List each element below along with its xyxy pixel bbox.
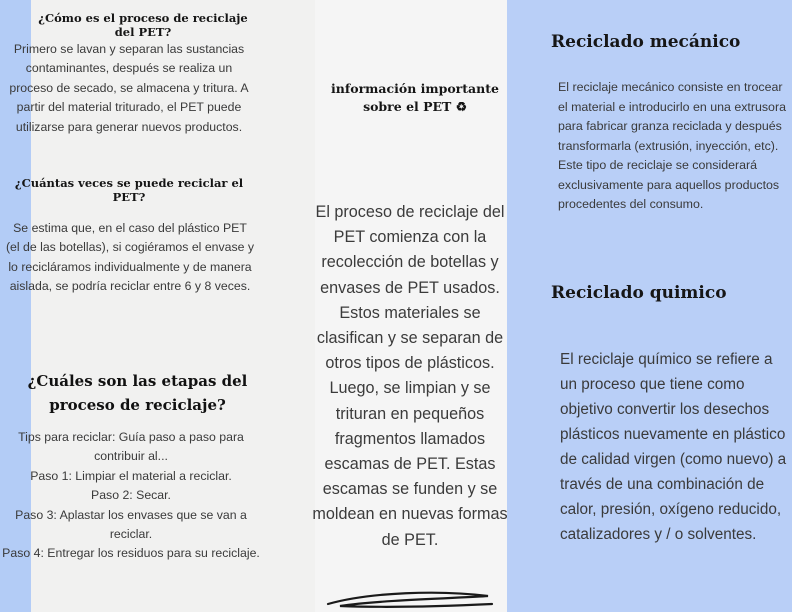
chemical-text: El reciclaje químico se refiere a un proceso que tiene como objetivo convertir los desechos plásticos nuevamente en plástico de calidad virgen (como nuevo) a través de una combinación de calor, presión, oxígeno reducido, catalizadores y / o solventes. <box>560 351 787 543</box>
question-process-heading: ¿Cómo es el proceso de reciclaje del PET? <box>38 11 248 39</box>
step-1: Paso 1: Limpiar el material a reciclar. <box>30 468 232 483</box>
question-times-text: Se estima que, en el caso del plástico PET (el de las botellas), si cogiéramos el envase y lo recicláramos individualmente y de manera aislada, se podría reciclar entre 6 y 8 veces. <box>5 221 255 294</box>
mechanical-text: El reciclaje mecánico consiste en trocear el material e introducirlo en una extrusora para fabricar granza reciclada y después transformarla (extrusión, inyección, etc). Este tipo de reciclaje se considerará exclusivamente para aquellos productos procedentes del consumo. <box>558 80 786 211</box>
decorative-swirl-icon <box>320 588 500 610</box>
question-times-heading: ¿Cuántas veces se puede reciclar el PET? <box>14 176 244 204</box>
middle-title: información importante sobre el PET ♻ <box>331 81 499 114</box>
steps-list <box>0 428 262 564</box>
tips-intro: Tips para reciclar: Guía paso a paso para contribuir al... <box>18 430 244 464</box>
stages-heading: ¿Cuáles son las etapas del proceso de reciclaje? <box>27 372 248 414</box>
step-3: Paso 3: Aplastar los envases que se van a reciclar. <box>15 507 247 542</box>
question-process-text: Primero se lavan y separan las sustancias contaminantes, después se realiza un proceso de secado, se almacena y tritura. A partir del material triturado, el PET puede utilizarse para generar nuevos productos. <box>9 42 249 134</box>
mechanical-heading: Reciclado mecánico <box>551 32 741 52</box>
step-2: Paso 2: Secar. <box>91 488 171 503</box>
middle-body: El proceso de reciclaje del PET comienza con la recolección de botellas y envases de PET usados. Estos materiales se clasifican y se separan de otros tipos de plásticos. Luego, se limpian y se trituran en pequeños fragmentos llamados escamas de PET. Estas escamas se funden y se moldean en nuevas formas de PET. <box>312 203 508 549</box>
chemical-heading: Reciclado quimico <box>551 283 727 303</box>
step-4: Paso 4: Entregar los residuos para su reciclaje. <box>2 546 260 561</box>
